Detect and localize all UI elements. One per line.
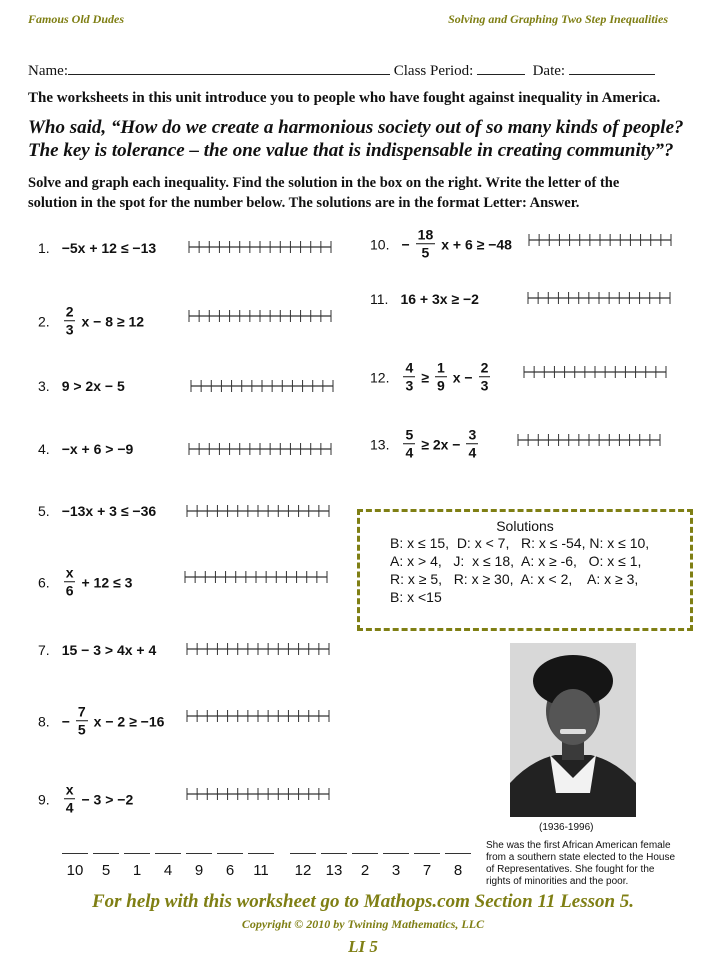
fraction <box>435 359 447 394</box>
answer-blank[interactable] <box>352 853 378 879</box>
denominator: 3 <box>480 377 489 394</box>
number-line[interactable] <box>517 433 661 447</box>
bio-line: of Representatives. She fought for the <box>486 864 655 875</box>
solutions-line: A: x > 4, J: x ≤ 18, A: x ≥ -6, O: x ≤ 1, <box>390 553 642 569</box>
problem-number: 3. <box>38 378 50 394</box>
problem-11 <box>370 291 481 307</box>
inequality <box>60 503 159 519</box>
expression-text: −x + 6 > −9 <box>61 441 134 457</box>
instructions <box>28 173 619 213</box>
name-line <box>28 62 655 80</box>
numerator: 4 <box>405 359 414 376</box>
answer-line[interactable] <box>321 853 347 862</box>
inequality <box>60 781 136 816</box>
inequality <box>60 703 167 738</box>
fraction <box>466 426 478 461</box>
answer-number: 3 <box>391 862 401 879</box>
number-line[interactable] <box>188 240 332 254</box>
problem-number: 7. <box>38 642 50 658</box>
answer-number: 12 <box>294 862 312 879</box>
answer-number: 11 <box>253 862 269 879</box>
expression-text: − 3 > −2 <box>81 790 134 807</box>
fraction <box>416 226 436 261</box>
problem-number: 4. <box>38 441 50 457</box>
problem-number: 9. <box>38 790 50 807</box>
answer-blank[interactable] <box>62 853 88 879</box>
expression-text: x − 8 ≥ 12 <box>81 312 145 329</box>
number-line[interactable] <box>186 709 330 723</box>
answer-number: 4 <box>163 862 173 879</box>
expression-text: 15 − 3 > 4x + 4 <box>61 642 157 658</box>
name-field[interactable] <box>68 62 390 75</box>
expression-text: − <box>401 235 410 252</box>
numerator: 1 <box>436 359 445 376</box>
inequality <box>399 226 514 261</box>
fraction <box>64 303 76 338</box>
fraction <box>403 426 415 461</box>
answer-number: 7 <box>422 862 432 879</box>
date-label: Date: <box>532 63 566 79</box>
inequality <box>60 240 159 256</box>
numerator: x <box>65 564 74 581</box>
answer-line[interactable] <box>248 853 274 862</box>
denominator: 3 <box>65 321 74 338</box>
problem-number: 12. <box>370 368 390 385</box>
bio-line: from a southern state elected to the House <box>486 852 675 863</box>
answer-line[interactable] <box>93 853 119 862</box>
denominator: 4 <box>468 444 477 461</box>
problem-7 <box>38 642 158 658</box>
expression-text: −5x + 12 ≤ −13 <box>61 240 157 256</box>
name-label: Name: <box>28 63 68 79</box>
portrait-photo <box>510 643 636 817</box>
inequality <box>60 378 127 394</box>
instructions-line: Solve and graph each inequality. Find the solution in the box on the right. Write the letter of the <box>28 175 620 191</box>
problem-8 <box>38 703 166 738</box>
number-line[interactable] <box>186 504 330 518</box>
solutions-line: R: x ≥ 5, R: x ≥ 30, A: x < 2, A: x ≥ 3, <box>390 571 639 587</box>
footer-copyright: Copyright © 2010 by Twining Mathematics, LLC <box>241 917 485 931</box>
number-line[interactable] <box>190 379 334 393</box>
quote-line: Who said, “How do we create a harmonious society out of so many kinds of people? <box>28 117 684 138</box>
expression-text: −13x + 3 ≤ −36 <box>61 503 157 519</box>
expression-text: − <box>61 712 70 729</box>
answer-number: 10 <box>66 862 84 879</box>
solutions-line: B: x <15 <box>390 589 442 605</box>
expression-text: + 12 ≤ 3 <box>81 573 133 590</box>
date-field[interactable] <box>569 62 655 75</box>
inequality <box>60 303 146 338</box>
answer-blank[interactable] <box>321 853 347 879</box>
answer-blank[interactable] <box>290 853 316 879</box>
answer-line[interactable] <box>155 853 181 862</box>
problem-number: 8. <box>38 712 50 729</box>
expression-text: x + 6 ≥ −48 <box>441 235 512 252</box>
solutions-title: Solutions <box>496 518 554 534</box>
numerator: 5 <box>405 426 414 443</box>
numerator: 7 <box>77 703 86 720</box>
answer-number: 5 <box>101 862 111 879</box>
fraction <box>403 359 415 394</box>
problem-number: 6. <box>38 573 50 590</box>
solutions-box <box>357 509 693 631</box>
footer-help: For help with this worksheet go to Mathops.com Section 11 Lesson 5. <box>91 891 635 912</box>
problem-number: 2. <box>38 312 50 329</box>
inequality <box>60 564 135 599</box>
answer-blank[interactable] <box>414 853 440 879</box>
answer-number: 13 <box>325 862 343 879</box>
problem-12 <box>370 359 494 394</box>
problem-number: 1. <box>38 240 50 256</box>
answer-blank[interactable] <box>248 853 274 879</box>
answer-number: 9 <box>194 862 204 879</box>
answer-blank[interactable] <box>124 853 150 879</box>
problem-3 <box>38 378 127 394</box>
answer-number: 1 <box>132 862 142 879</box>
portrait-bio <box>486 840 675 888</box>
answer-blank[interactable] <box>155 853 181 879</box>
answer-blank[interactable] <box>383 853 409 879</box>
number-line[interactable] <box>528 233 672 247</box>
answer-number: 8 <box>453 862 463 879</box>
expression-text: 16 + 3x ≥ −2 <box>400 291 479 307</box>
answer-line[interactable] <box>290 853 316 862</box>
answer-line[interactable] <box>445 853 471 862</box>
numerator: x <box>65 781 74 798</box>
header-left: Famous Old Dudes <box>28 12 125 26</box>
fraction <box>64 781 76 816</box>
number-line[interactable] <box>186 787 330 801</box>
numerator: 2 <box>65 303 74 320</box>
number-line[interactable] <box>188 309 332 323</box>
answer-blank[interactable] <box>93 853 119 879</box>
denominator: 4 <box>65 799 74 816</box>
footer-code: LI 5 <box>348 937 378 956</box>
number-line[interactable] <box>527 291 671 305</box>
fraction <box>479 359 491 394</box>
answer-line[interactable] <box>124 853 150 862</box>
header-right: Solving and Graphing Two Step Inequalities <box>448 12 668 26</box>
expression-text: x − 2 ≥ −16 <box>93 712 165 729</box>
answer-line[interactable] <box>186 853 212 862</box>
problem-number: 10. <box>370 235 390 252</box>
answer-line[interactable] <box>62 853 88 862</box>
problem-2 <box>38 303 146 338</box>
quote-line: The key is tolerance – the one value that is indispensable in creating community”? <box>28 140 674 161</box>
answer-line[interactable] <box>414 853 440 862</box>
instructions-line: solution in the spot for the number below. The solutions are in the format Letter: Answer. <box>28 195 580 211</box>
inequality <box>399 359 494 394</box>
answer-blank[interactable] <box>217 853 243 879</box>
class-period-field[interactable] <box>477 62 525 75</box>
fraction <box>76 703 88 738</box>
inequality <box>60 642 159 658</box>
number-line[interactable] <box>523 365 667 379</box>
portrait-years: (1936-1996) <box>539 822 594 833</box>
problem-9 <box>38 781 135 816</box>
problem-6 <box>38 564 134 599</box>
denominator: 9 <box>436 377 445 394</box>
numerator: 3 <box>468 426 477 443</box>
answer-blank[interactable] <box>445 853 471 879</box>
problem-1 <box>38 240 158 256</box>
denominator: 3 <box>405 377 414 394</box>
problem-13 <box>370 426 482 461</box>
answer-number: 6 <box>225 862 235 879</box>
inequality <box>398 291 481 307</box>
problem-10 <box>370 226 514 261</box>
problem-4 <box>38 441 135 457</box>
intro-text: The worksheets in this unit introduce you to people who have fought against inequality in America. <box>28 90 661 106</box>
denominator: 6 <box>65 582 74 599</box>
answer-line[interactable] <box>383 853 409 862</box>
expression-text: ≥ <box>421 368 429 385</box>
quote <box>28 116 684 162</box>
answer-line[interactable] <box>352 853 378 862</box>
expression-text: ≥ 2x − <box>421 435 461 452</box>
expression-text: 9 > 2x − 5 <box>61 378 125 394</box>
inequality <box>399 426 482 461</box>
bio-line: She was the first African American female <box>486 840 671 851</box>
denominator: 5 <box>77 721 86 738</box>
numerator: 18 <box>417 226 434 243</box>
answer-number: 2 <box>360 862 370 879</box>
answer-line[interactable] <box>217 853 243 862</box>
number-line[interactable] <box>186 642 330 656</box>
inequality <box>60 441 136 457</box>
bio-line: rights of minorities and the poor. <box>486 876 629 887</box>
number-line[interactable] <box>188 442 332 456</box>
denominator: 4 <box>405 444 414 461</box>
solutions-line: B: x ≤ 15, D: x < 7, R: x ≤ -54, N: x ≤ 10, <box>390 535 650 551</box>
problem-number: 5. <box>38 503 50 519</box>
problem-number: 13. <box>370 435 390 452</box>
problem-number: 11. <box>370 291 389 307</box>
denominator: 5 <box>421 244 430 261</box>
fraction <box>64 564 76 599</box>
numerator: 2 <box>480 359 489 376</box>
answer-blank[interactable] <box>186 853 212 879</box>
number-line[interactable] <box>184 570 328 584</box>
class-period-label: Class Period: <box>393 63 474 79</box>
expression-text: x − <box>452 368 473 385</box>
problem-5 <box>38 503 158 519</box>
